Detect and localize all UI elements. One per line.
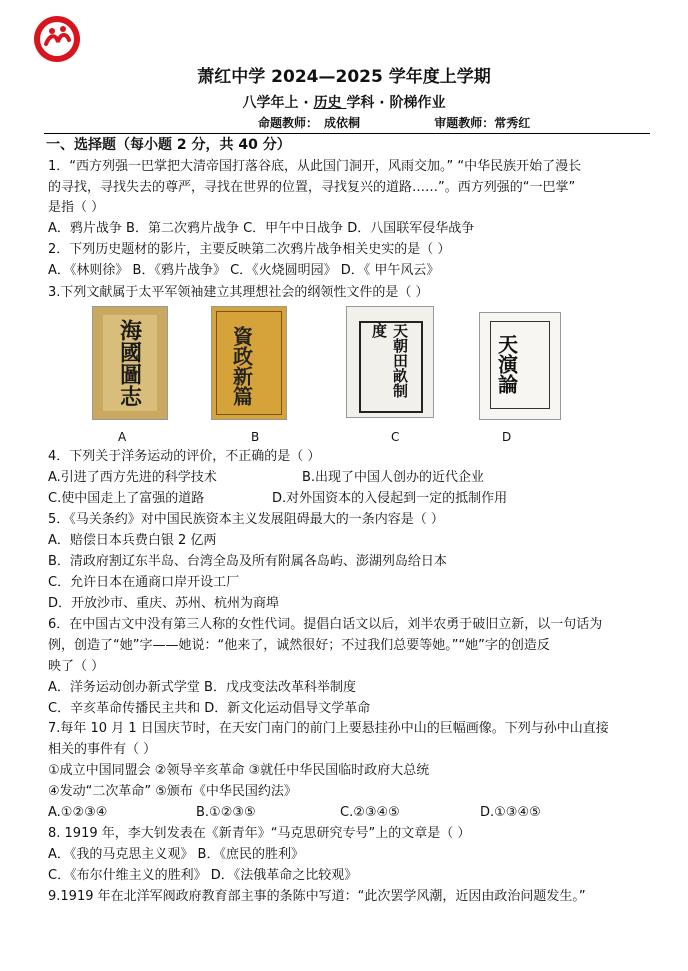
q5-option-d: D．开放沙市、重庆、苏州、杭州为商埠 xyxy=(48,596,280,611)
author-name: 成依桐 xyxy=(324,116,361,130)
q7-option-a: A.①②③④ xyxy=(48,805,108,820)
q9-line1: 9.1919 年在北洋军阀政府教育部主事的条陈中写道：“此次罢学风潮，近因由政治问题发生。” xyxy=(48,889,586,904)
q3-label-b: B xyxy=(251,430,260,444)
q5-option-c: C．允许日本在通商口岸开设工厂 xyxy=(48,575,240,590)
q7-line3: ①成立中国同盟会 ②领导辛亥革命 ③就任中华民国临时政府大总统 xyxy=(48,763,430,778)
q7-line4: ④发动“二次革命” ⑤颁布《中华民国约法》 xyxy=(48,784,297,799)
q2-options: A．《林则徐》 B．《鸦片战争》 C．《火烧圆明园》 D．《 甲午风云》 xyxy=(48,263,440,278)
q4-line1: 4．下列关于洋务运动的评价，不正确的是（ ） xyxy=(48,449,321,464)
book-cover-a xyxy=(92,306,168,420)
section-title: 一、选择题（每小题 2 分，共 40 分） xyxy=(46,137,291,153)
subtitle-pre: 八学年上 · xyxy=(242,95,314,111)
q2-line1: 2．下列历史题材的影片，主要反映第二次鸦片战争相关史实的是（ ） xyxy=(48,242,451,257)
q1-line2: 的寻找，寻找失去的尊严，寻找在世界的位置，寻找复兴的道路……”。西方列强的“一巴掌” xyxy=(48,180,576,195)
book-cover-b-title: 資政新篇 xyxy=(229,326,254,406)
q5-option-b: B．清政府割辽东半岛、台湾全岛及所有附属各岛屿、澎湖列岛给日本 xyxy=(48,554,447,569)
school-logo xyxy=(32,14,82,64)
reviewer-name: 常秀红 xyxy=(494,116,531,130)
subject-name: 历史 xyxy=(313,95,347,111)
q6-line1: 6．在中国古文中没有第三人称的女性代词。提倡白话文以后，刘半农勇于破旧立新，以一句话为 xyxy=(48,617,603,632)
q4-option-c: C.使中国走上了富强的道路 xyxy=(48,491,205,506)
subtitle xyxy=(0,92,688,112)
q6-line2: 例，创造了“她”字——她说：“他来了，诚然很好；不过我们总要等她。”“她”字的创造反 xyxy=(48,638,550,653)
q3-label-a: A xyxy=(118,430,127,444)
q8-options-cd: C．《布尔什维主义的胜利》 D．《法俄革命之比较观》 xyxy=(48,868,358,883)
q6-options-cd: C．辛亥革命传播民主共和 D．新文化运动倡导文学革命 xyxy=(48,701,371,716)
author-label: 命题教师： xyxy=(258,116,319,130)
q5-option-a: A．赔偿日本兵费白银 2 亿两 xyxy=(48,533,217,548)
book-cover-c-title: 天朝田畝制度 xyxy=(370,323,409,398)
book-cover-b-border xyxy=(216,311,282,415)
q3-label-d: D xyxy=(502,430,512,444)
reviewer-label: 审题教师： xyxy=(434,116,495,130)
q7-line2: 相关的事件有（ ） xyxy=(48,742,157,757)
q4-option-a: A.引进了西方先进的科学技术 xyxy=(48,470,217,485)
q3-line1: 3.下列文献属于太平军领袖建立其理想社会的纲领性文件的是（ ） xyxy=(48,285,429,300)
q7-option-b: B.①②③⑤ xyxy=(196,805,256,820)
teachers-line xyxy=(258,114,530,131)
q5-line1: 5．《马关条约》对中国民族资本主义发展阻碍最大的一条内容是（ ） xyxy=(48,512,444,527)
q4-option-b: B.出现了中国人创办的近代企业 xyxy=(302,470,485,485)
q1-options: A．鸦片战争 B．第二次鸦片战争 C．甲午中日战争 D．八国联军侵华战争 xyxy=(48,221,475,236)
book-cover-c xyxy=(346,306,434,418)
q1-line3: 是指（ ） xyxy=(48,200,105,215)
q6-line3: 映了（ ） xyxy=(48,659,105,674)
book-cover-d xyxy=(479,312,561,420)
q7-line1: 7.每年 10 月 1 日国庆节时，在天安门南门的前门上要悬挂孙中山的巨幅画像。下列与孙中山直接 xyxy=(48,721,609,736)
q8-options-ab: A．《我的马克思主义观》 B．《庶民的胜利》 xyxy=(48,847,304,862)
q1-line1: 1．“西方列强一巴掌把大清帝国打落谷底，从此国门洞开，风雨交加。” “中华民族开始了漫长 xyxy=(48,159,582,174)
header-divider xyxy=(44,133,650,134)
q7-option-c: C.②③④⑤ xyxy=(340,805,400,820)
q8-line1: 8. 1919 年，李大钊发表在《新青年》“马克思研究专号”上的文章是（ ） xyxy=(48,826,471,841)
q6-options-ab: A．洋务运动创办新式学堂 B．戊戌变法改革科举制度 xyxy=(48,680,356,695)
book-cover-a-title: 海國圖志 xyxy=(103,315,157,411)
subtitle-post: 学科 · 阶梯作业 xyxy=(346,95,446,111)
q4-option-d: D.对外国资本的入侵起到一定的抵制作用 xyxy=(272,491,508,506)
book-cover-d-title: 天演論 xyxy=(494,334,519,394)
q3-label-c: C xyxy=(391,430,400,444)
book-cover-b xyxy=(211,306,287,420)
school-title: 萧红中学 2024—2025 学年度上学期 xyxy=(197,67,491,87)
q7-option-d: D.①③④⑤ xyxy=(480,805,541,820)
